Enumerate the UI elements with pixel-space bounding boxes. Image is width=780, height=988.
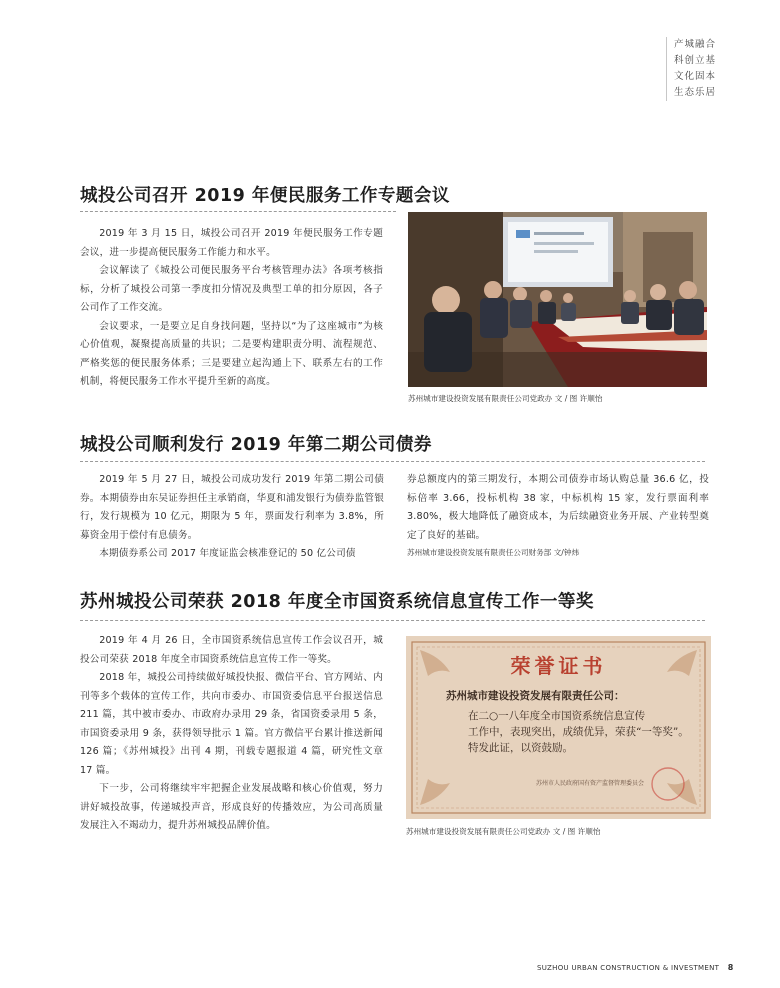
slogan-block bbox=[666, 37, 780, 101]
article2-caption: 苏州城市建设投资发展有限责任公司财务部 文/钟炜 bbox=[407, 548, 580, 557]
magazine-name: SUZHOU URBAN CONSTRUCTION & INVESTMENT bbox=[537, 964, 720, 972]
article2-paragraph: 券总额度内的第三期发行，本期公司债券市场认购总量 36.6 亿，投标倍率 3.66，投标机构 38 家，中标机构 15 家，发行票面利率 3.80%，极大地降低了融资成本，为后续融资业务开展、产业转型奠定了良好的基础。 bbox=[407, 474, 709, 541]
certificate-issuer: 苏州市人民政府国有资产监督管理委员会 bbox=[536, 780, 645, 787]
article1-paragraph: 会议要求，一是要立足自身找问题，坚持以“为了这座城市”为核心价值观，凝聚提高质量的共识；二是要构建职责分明、流程规范、严格奖惩的便民服务体系；三是要建立起沟通上下、联系左右的工作机制，将便民服务工作水平提升至新的高度。 bbox=[80, 320, 383, 387]
article1-body bbox=[80, 225, 383, 392]
slogan-line: 生态乐居 bbox=[674, 87, 717, 98]
article1-caption: 苏州城市建设投资发展有限责任公司党政办 文 / 图 许顺怡 bbox=[408, 394, 603, 403]
certificate-line: 工作中，表现突出，成绩优异，荣获“一等奖”。 bbox=[468, 726, 689, 738]
article1-paragraph: 会议解读了《城投公司便民服务平台考核管理办法》各项考核指标，分析了城投公司第一季度扣分情况及典型工单的扣分原因，各子公司作了工作交流。 bbox=[80, 265, 383, 313]
certificate-body bbox=[468, 708, 689, 756]
article2-column-1 bbox=[80, 471, 384, 564]
meeting-photo-image bbox=[408, 212, 707, 387]
article3-rule bbox=[80, 620, 705, 621]
certificate-recipient: 苏州城市建设投资发展有限责任公司： bbox=[446, 690, 625, 702]
article1-paragraph: 2019 年 3 月 15 日，城投公司召开 2019 年便民服务工作专题会议，进一步提高便民服务工作能力和水平。 bbox=[80, 228, 383, 258]
article3-paragraph: 2019 年 4 月 26 日，全市国资系统信息宣传工作会议召开，城投公司荣获 2018 年度全市国资系统信息宣传工作一等奖。 bbox=[80, 635, 383, 665]
article2-paragraph: 2019 年 5 月 27 日，城投公司成功发行 2019 年第二期公司债券。本期债券由东吴证券担任主承销商，华夏和浦发银行为债券监管银行，发行规模为 10 亿元，期限为 5 年，票面发行利率为 3.8%，所募资金用于偿付有息债务。 bbox=[80, 474, 384, 541]
article3-title: 苏州城投公司荣获 2018 年度全市国资系统信息宣传工作一等奖 bbox=[80, 592, 594, 612]
certificate-photo bbox=[406, 636, 711, 819]
certificate-line: 特发此证，以资鼓励。 bbox=[468, 742, 573, 754]
article1-rule bbox=[80, 211, 396, 212]
article1-title: 城投公司召开 2019 年便民服务工作专题会议 bbox=[80, 186, 450, 206]
article2-rule bbox=[80, 461, 705, 462]
article3-paragraph: 2018 年，城投公司持续做好城投快报、微信平台、官方网站、内刊等多个载体的宣传工作，共向市委办、市国资委信息平台报送信息 211 篇，其中被市委办、市政府办录用 29 条，省国资委录用 5 条，市国资委录用 9 条，获得领导批示 1 篇。官方微信平台累计推送新闻 126 篇；《苏州城投》出刊 4 期，刊载专题报道 4 篇，研究性文章 17 篇。 bbox=[80, 672, 383, 776]
slogan-line: 文化固本 bbox=[674, 71, 717, 82]
page-number: 8 bbox=[727, 963, 734, 972]
certificate-line: 在二○一八年度全市国资系统信息宣传 bbox=[468, 710, 646, 722]
article3-paragraph: 下一步，公司将继续牢牢把握企业发展战略和核心价值观，努力讲好城投故事，传递城投声音，形成良好的传播效应，为公司高质量发展注入不竭动力，提升苏州城投品牌价值。 bbox=[80, 783, 383, 831]
certificate-heading: 荣誉证书 bbox=[510, 654, 607, 678]
article3-body bbox=[80, 632, 383, 836]
slogan-line: 产城融合 bbox=[674, 39, 717, 50]
article3-caption: 苏州城市建设投资发展有限责任公司党政办 文 / 图 许顺怡 bbox=[406, 827, 601, 836]
slogan-line: 科创立基 bbox=[674, 55, 717, 66]
article2-column-2 bbox=[407, 471, 709, 545]
article2-paragraph: 本期债券系公司 2017 年度证监会核准登记的 50 亿公司债 bbox=[99, 548, 356, 559]
meeting-photo bbox=[408, 212, 707, 387]
article2-title: 城投公司顺利发行 2019 年第二期公司债券 bbox=[80, 435, 432, 455]
footer-magazine-name bbox=[537, 963, 734, 972]
